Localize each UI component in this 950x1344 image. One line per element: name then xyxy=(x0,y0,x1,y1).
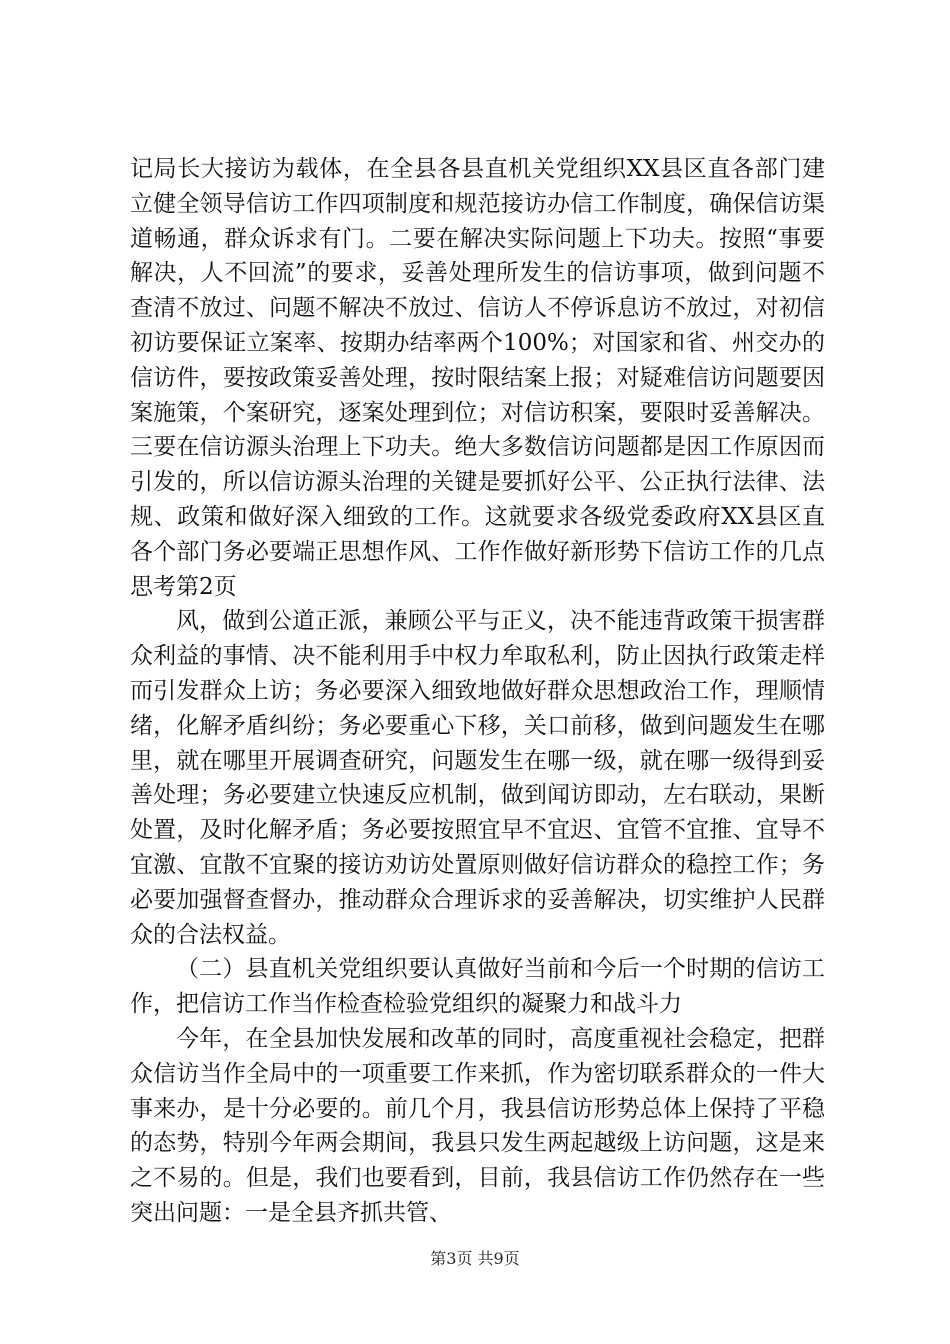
document-body xyxy=(130,152,825,1231)
page-number-footer: 第3页 共9页 xyxy=(430,1249,520,1268)
paragraph-4: 今年，在全县加快发展和改革的同时，高度重视社会稳定，把群众信访当作全局中的一项重要工作来抓，作为密切联系群众的一件大事来办，是十分必要的。前几个月，我县信访形势总体上保持了平稳的态势，特别今年两会期间，我县只发生两起越级上访问题，这是来之不易的。但是，我们也要看到，目前，我县信访工作仍然存在一些突出问题：一是全县齐抓共管、 xyxy=(130,1025,825,1226)
paragraph-2: 风，做到公道正派，兼顾公平与正义，决不能违背政策干损害群众利益的事情、决不能利用手中权力牟取私利，防止因执行政策走样而引发群众上访；务必要深入细致地做好群众思想政治工作，理顺情绪，化解矛盾纠纷；务必要重心下移，关口前移，做到问题发生在哪里，就在哪里开展调查研究，问题发生在哪一级，就在哪一级得到妥善处理；务必要建立快速反应机制，做到闻访即动，左右联动，果断处置，及时化解矛盾；务必要按照宜早不宜迟、宜管不宜推、宜导不宜激、宜散不宜聚的接访劝访处置原则做好信访群众的稳控工作；务必要加强督查督办，推动群众合理诉求的妥善解决，切实维护人民群众的合法权益。 xyxy=(130,608,825,948)
paragraph-1: 记局长大接访为载体，在全县各县直机关党组织XX县区直各部门建立健全领导信访工作四项制度和规范接访办信工作制度，确保信访渠道畅通，群众诉求有门。二要在解决实际问题上下功夫。按照“事要解决，人不回流”的要求，妥善处理所发生的信访事项，做到问题不查清不放过、问题不解决不放过、信访人不停诉息访不放过，对初信初访要保证立案率、按期办结率两个100%；对国家和省、州交办的信访件，要按政策妥善处理，按时限结案上报；对疑难信访问题要因案施策，个案研究，逐案处理到位；对信访积案，要限时妥善解决。三要在信访源头治理上下功夫。绝大多数信访问题都是因工作原因而引发的，所以信访源头治理的关键是要抓好公平、公正执行法律、法规、政策和做好深入细致的工作。这就要求各级党委政府XX县区直各个部门务必要端正思想作风、工作作做好新形势下信访工作的几点思考第2页 xyxy=(130,156,825,600)
paragraph-3-heading: （二）县直机关党组织要认真做好当前和今后一个时期的信访工作，把信访工作当作检查检验党组织的凝聚力和战斗力 xyxy=(130,956,825,1018)
